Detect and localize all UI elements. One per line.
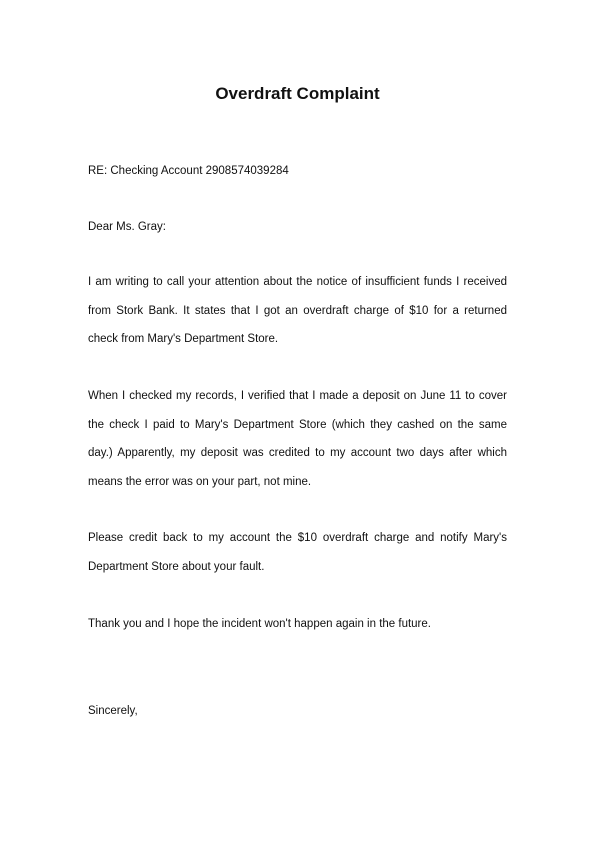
body-paragraph-1: I am writing to call your attention about the notice of insufficient funds I received from Stork Bank. It states that I got an overdraft charge of $10 for a returned check from Mary's Department Store. bbox=[88, 276, 507, 345]
body-paragraph-4: Thank you and I hope the incident won't happen again in the future. bbox=[88, 618, 431, 630]
document-title: Overdraft Complaint bbox=[215, 84, 380, 103]
body-paragraph-2: When I checked my records, I verified that I made a deposit on June 11 to cover the check I paid to Mary's Department Store (which they cashed on the same day.) Apparently, my deposit was credited to my account two days after which means the error was on your part, not mine. bbox=[88, 390, 507, 488]
salutation: Dear Ms. Gray: bbox=[88, 221, 166, 233]
closing: Sincerely, bbox=[88, 705, 138, 717]
body-paragraph-3: Please credit back to my account the $10 overdraft charge and notify Mary's Department Store about your fault. bbox=[88, 532, 507, 573]
re-line: RE: Checking Account 2908574039284 bbox=[88, 165, 289, 177]
